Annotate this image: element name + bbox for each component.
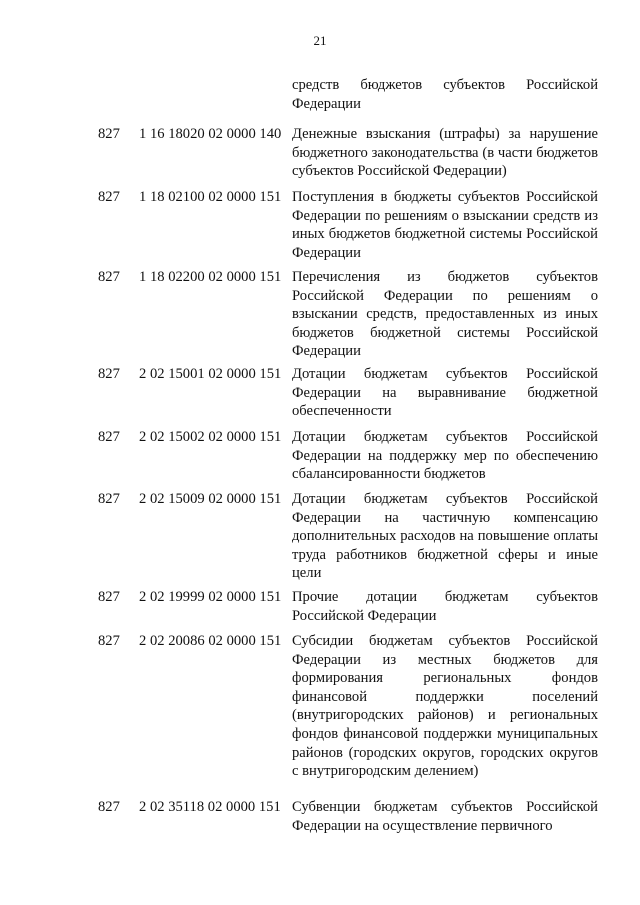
row-description: Денежные взыскания (штрафы) за нарушение бюджетного законодательства (в части бюджетов субъектов Российской Федерации) <box>292 126 598 180</box>
kbk-code: 2 02 19999 02 0000 151 <box>139 589 282 605</box>
row-description: Перечисления из бюджетов субъектов Российской Федерации по решениям о взыскании средств, предоставленных из иных бюджетов бюджетной системы Российской Федерации <box>292 269 598 360</box>
row-description: Дотации бюджетам субъектов Российской Федерации на поддержку мер по обеспечению сбалансированности бюджетов <box>292 429 598 483</box>
kbk-code: 2 02 15009 02 0000 151 <box>139 491 282 507</box>
kbk-code: 2 02 15001 02 0000 151 <box>139 366 282 382</box>
admin-code: 827 <box>98 189 120 205</box>
row-description: средств бюджетов субъектов Российской Федерации <box>292 77 598 112</box>
admin-code: 827 <box>98 269 120 285</box>
row-description: Субвенции бюджетам субъектов Российской Федерации на осуществление первичного <box>292 799 598 834</box>
row-description: Субсидии бюджетам субъектов Российской Федерации из местных бюджетов для формирования региональных фондов финансовой поддержки поселений (внутригородских районов) и региональных фондов финансовой поддержки муниципальных районов (городских округов, городских округов с внутригородским делением) <box>292 633 598 780</box>
admin-code: 827 <box>98 589 120 605</box>
admin-code: 827 <box>98 491 120 507</box>
row-description: Прочие дотации бюджетам субъектов Российской Федерации <box>292 589 598 624</box>
admin-code: 827 <box>98 126 120 142</box>
row-description: Дотации бюджетам субъектов Российской Федерации на частичную компенсацию дополнительных расходов на повышение оплаты труда работников бюджетной сферы и иные цели <box>292 491 598 582</box>
kbk-code: 2 02 35118 02 0000 151 <box>139 799 281 815</box>
admin-code: 827 <box>98 633 120 649</box>
admin-code: 827 <box>98 429 120 445</box>
kbk-code: 1 16 18020 02 0000 140 <box>139 126 282 142</box>
page-number: 21 <box>313 33 327 48</box>
admin-code: 827 <box>98 366 120 382</box>
kbk-code: 1 18 02200 02 0000 151 <box>139 269 282 285</box>
admin-code: 827 <box>98 799 120 815</box>
kbk-code: 2 02 20086 02 0000 151 <box>139 633 282 649</box>
row-description: Поступления в бюджеты субъектов Российской Федерации по решениям о взыскании средств из иных бюджетов бюджетной системы Российской Федерации <box>292 189 598 261</box>
row-description: Дотации бюджетам субъектов Российской Федерации на выравнивание бюджетной обеспеченности <box>292 366 598 420</box>
kbk-code: 1 18 02100 02 0000 151 <box>139 189 282 205</box>
kbk-code: 2 02 15002 02 0000 151 <box>139 429 282 445</box>
